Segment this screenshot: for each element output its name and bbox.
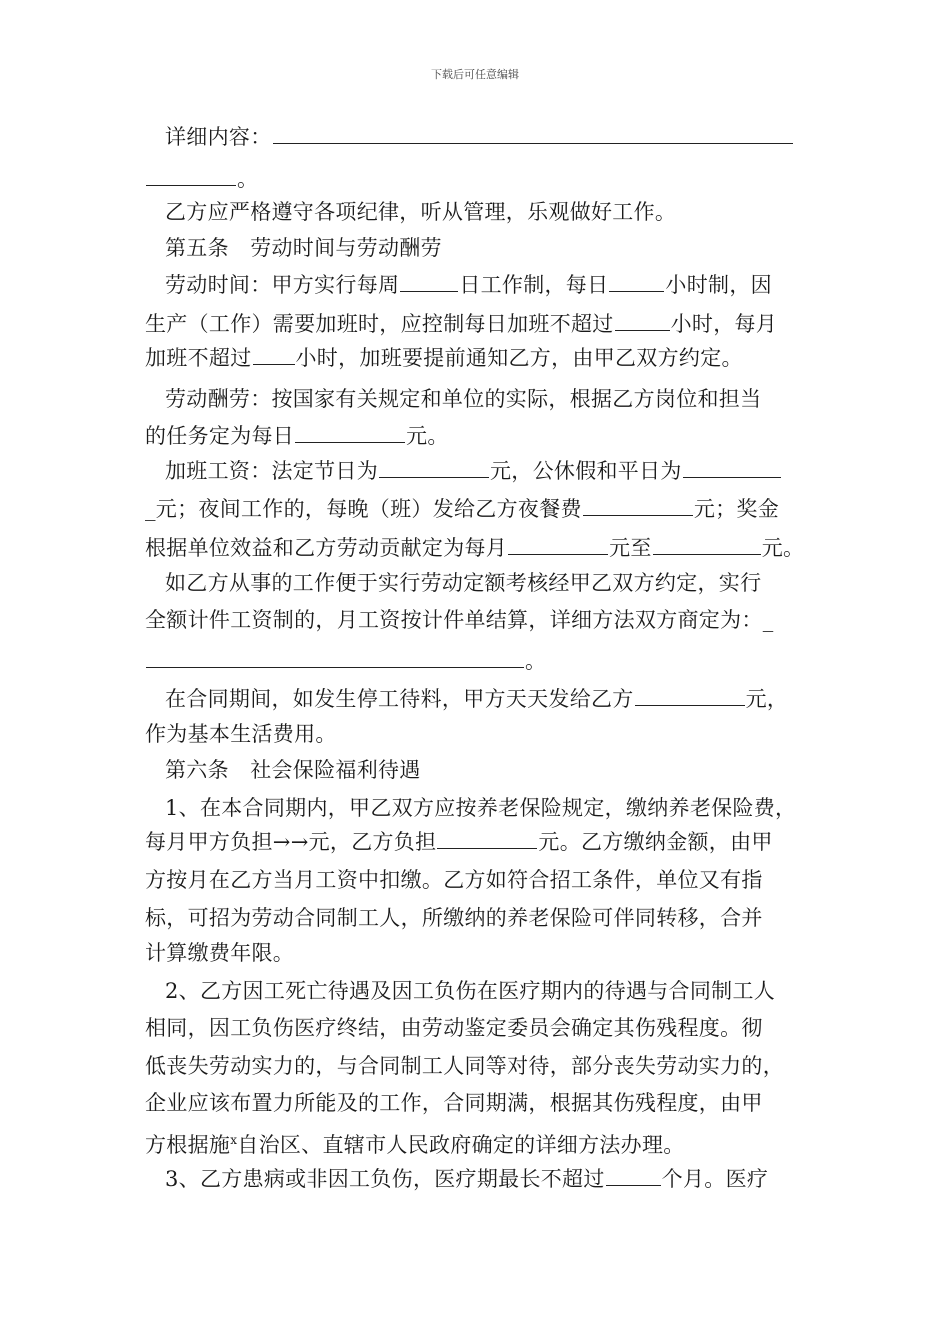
text-segment: 加班工资：法定节日为 bbox=[165, 459, 378, 483]
text-line bbox=[165, 272, 772, 298]
text-segment: 元。乙方缴纳金额，由甲 bbox=[538, 830, 773, 854]
text-line bbox=[145, 345, 743, 371]
text-segment: 元。 bbox=[406, 424, 449, 448]
text-line bbox=[145, 311, 777, 337]
text-line bbox=[165, 386, 761, 412]
text-line bbox=[145, 829, 773, 855]
text-segment: 小时制，因 bbox=[665, 273, 772, 297]
blank-underline bbox=[606, 1167, 661, 1186]
blank-underline bbox=[146, 167, 236, 186]
text-segment: 第六条 社会保险福利待遇 bbox=[165, 758, 421, 782]
text-line bbox=[165, 458, 782, 484]
text-segment: 元，公休假和平日为 bbox=[490, 459, 682, 483]
text-segment: 加班不超过 bbox=[145, 346, 252, 370]
text-line bbox=[145, 721, 337, 747]
text-segment: ⅹ bbox=[230, 1133, 238, 1147]
text-line bbox=[145, 940, 294, 966]
text-segment: 作为基本生活费用。 bbox=[145, 722, 337, 746]
blank-underline bbox=[583, 497, 693, 516]
text-segment: 3、乙方患病或非因工负伤，医疗期最长不超过 bbox=[165, 1167, 605, 1191]
text-segment: 每月甲方负担→→元，乙方负担 bbox=[145, 830, 437, 854]
text-segment: 的任务定为每日 bbox=[145, 424, 295, 448]
blank-underline bbox=[683, 459, 781, 478]
text-segment: 如乙方从事的工作便于实行劳动定额考核经甲乙双方约定，实行 bbox=[165, 571, 762, 595]
text-segment: 自治区、直辖市人民政府确定的详细方法办理。 bbox=[237, 1133, 685, 1157]
text-segment: 元。 bbox=[761, 536, 805, 560]
text-line bbox=[165, 978, 775, 1004]
blank-underline bbox=[437, 830, 537, 849]
text-line bbox=[145, 867, 763, 893]
blank-underline bbox=[615, 312, 670, 331]
text-segment: 标，可招为劳动合同制工人，所缴纳的养老保险可伴同转移，合并 bbox=[145, 906, 763, 930]
text-segment: 在合同期间，如发生停工待料，甲方天天发给乙方 bbox=[165, 687, 634, 711]
text-segment: 。 bbox=[525, 649, 547, 673]
blank-underline bbox=[253, 346, 295, 365]
text-segment: 全额计件工资制的，月工资按计件单结算，详细方法双方商定为：_ bbox=[145, 608, 774, 632]
text-segment: 日工作制，每日 bbox=[459, 273, 609, 297]
blank-underline bbox=[146, 649, 524, 668]
text-segment: 小时，每月 bbox=[670, 312, 778, 336]
text-line bbox=[165, 1166, 768, 1192]
blank-underline bbox=[653, 536, 761, 555]
text-segment: 元；奖金 bbox=[693, 497, 780, 521]
blank-underline bbox=[379, 459, 489, 478]
blank-underline bbox=[508, 536, 608, 555]
text-line bbox=[165, 570, 761, 596]
blank-underline bbox=[295, 424, 405, 443]
text-line bbox=[145, 1015, 763, 1041]
blank-underline bbox=[609, 273, 664, 292]
text-line bbox=[145, 1053, 784, 1079]
text-line bbox=[145, 905, 763, 931]
text-line bbox=[145, 607, 774, 633]
text-line bbox=[165, 124, 794, 150]
blank-underline bbox=[273, 125, 793, 144]
text-segment: _元；夜间工作的，每晚（班）发给乙方夜餐费 bbox=[145, 497, 582, 521]
text-segment: 元， bbox=[745, 687, 789, 711]
text-line bbox=[165, 795, 796, 821]
text-line bbox=[145, 1090, 763, 1116]
text-segment: 元至 bbox=[609, 536, 652, 560]
text-line bbox=[165, 757, 421, 783]
text-segment: 。 bbox=[237, 167, 259, 191]
text-segment: 小时，加班要提前通知乙方，由甲乙双方约定。 bbox=[295, 346, 743, 370]
blank-underline bbox=[635, 687, 745, 706]
text-segment: 劳动酬劳：按国家有关规定和单位的实际，根据乙方岗位和担当 bbox=[165, 387, 762, 411]
text-line bbox=[165, 199, 676, 225]
text-segment: 2、乙方因工死亡待遇及因工负伤在医疗期内的待遇与合同制工人 bbox=[165, 979, 776, 1003]
text-segment: 劳动时间：甲方实行每周 bbox=[165, 273, 400, 297]
text-line bbox=[165, 686, 788, 712]
text-line bbox=[145, 1127, 685, 1158]
text-segment: 生产（工作）需要加班时，应控制每日加班不超过 bbox=[145, 312, 614, 336]
text-segment: 第五条 劳动时间与劳动酬劳 bbox=[165, 236, 442, 260]
text-line bbox=[145, 166, 258, 192]
text-segment: 个月。医疗 bbox=[661, 1167, 769, 1191]
text-line bbox=[145, 535, 804, 561]
text-segment: 计算缴费年限。 bbox=[145, 941, 295, 965]
text-segment: 相同，因工负伤医疗终结，由劳动鉴定委员会确定其伤残程度。彻 bbox=[145, 1016, 763, 1040]
text-segment: 乙方应严格遵守各项纪律，听从管理，乐观做好工作。 bbox=[165, 200, 677, 224]
text-segment: 1、在本合同期内，甲乙双方应按养老保险规定，缴纳养老保险费， bbox=[165, 796, 797, 820]
text-line bbox=[145, 496, 779, 522]
text-segment: 低丧失劳动实力的，与合同制工人同等对待，部分丧失劳动实力的， bbox=[145, 1054, 784, 1078]
text-segment: 方按月在乙方当月工资中扣缴。乙方如符合招工条件，单位又有指 bbox=[145, 868, 763, 892]
text-line bbox=[145, 423, 449, 449]
text-segment: 企业应该布置力所能及的工作，合同期满，根据其伤残程度，由甲 bbox=[145, 1091, 763, 1115]
blank-underline bbox=[400, 273, 458, 292]
text-segment: 根据单位效益和乙方劳动贡献定为每月 bbox=[145, 536, 508, 560]
text-line bbox=[145, 648, 546, 674]
text-line bbox=[165, 235, 442, 261]
text-segment: 详细内容： bbox=[165, 125, 272, 149]
text-segment: 方根据施 bbox=[145, 1133, 231, 1157]
page-header: 下载后可任意编辑 bbox=[431, 68, 519, 81]
